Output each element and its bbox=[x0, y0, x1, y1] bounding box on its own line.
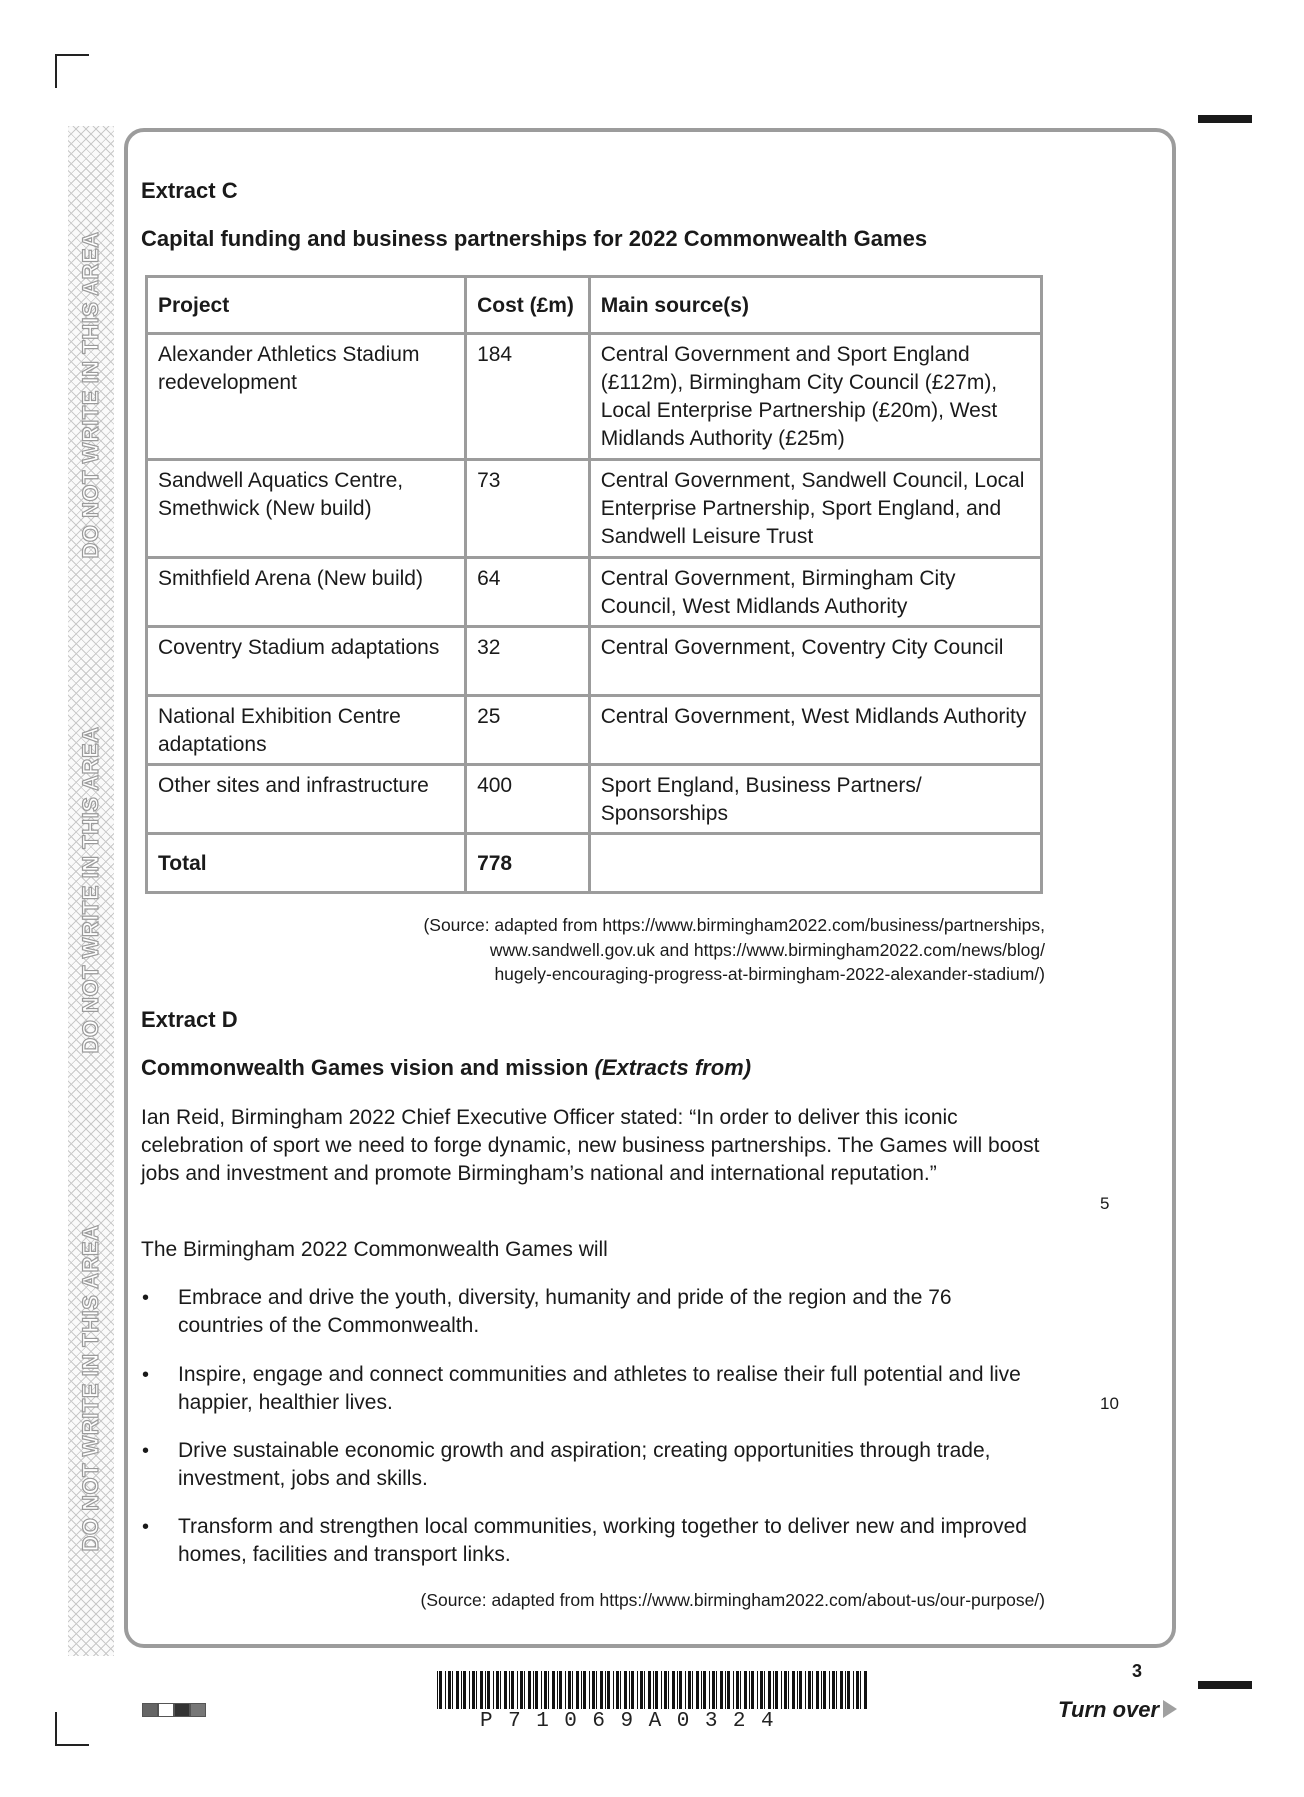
column-header-cost: Cost (£m) bbox=[466, 277, 590, 334]
barcode-bar bbox=[781, 1671, 782, 1709]
barcode-bar bbox=[452, 1671, 453, 1709]
barcode-bar bbox=[655, 1671, 658, 1709]
line-number: 5 bbox=[1100, 1194, 1110, 1213]
barcode-bar bbox=[613, 1671, 614, 1709]
table-header-row bbox=[147, 277, 1042, 334]
barcode-bar bbox=[696, 1671, 699, 1709]
barcode-bar bbox=[509, 1671, 510, 1709]
barcode-bar bbox=[620, 1671, 621, 1709]
barcode-bar bbox=[631, 1671, 634, 1709]
source-cell: Central Government, Coventry City Council bbox=[589, 627, 1041, 696]
barcode-bar bbox=[500, 1671, 501, 1709]
barcode-bar bbox=[511, 1671, 514, 1709]
barcode-bar bbox=[485, 1671, 486, 1709]
barcode-bar bbox=[764, 1671, 765, 1709]
barcode-bar bbox=[864, 1671, 867, 1709]
crop-mark-bottom-left-h bbox=[55, 1744, 89, 1746]
barcode-bar bbox=[860, 1671, 861, 1709]
funding-table bbox=[145, 275, 1043, 894]
barcode-bar bbox=[648, 1671, 651, 1709]
bullet-marker: • bbox=[142, 1440, 150, 1462]
barcode-bar bbox=[592, 1671, 595, 1709]
extract-c-label: Extract C bbox=[141, 178, 238, 203]
extract-d-title bbox=[141, 1055, 751, 1081]
barcode-bar bbox=[463, 1671, 466, 1709]
barcode-bar bbox=[672, 1671, 675, 1709]
barcode-bar bbox=[552, 1671, 555, 1709]
project-cell: Alexander Athletics Stadium redevelopment bbox=[147, 334, 466, 460]
barcode-bar bbox=[856, 1671, 859, 1709]
page-box bbox=[190, 1703, 206, 1717]
barcode-bar bbox=[596, 1671, 597, 1709]
barcode-bar bbox=[692, 1671, 693, 1709]
page-number: 3 bbox=[1132, 1661, 1143, 1681]
extract-c-source-line: (Source: adapted from https://www.birmingham2022.com/business/partnerships, bbox=[423, 915, 1045, 935]
source-cell: Sport England, Business Partners/ Sponsorships bbox=[589, 765, 1041, 834]
table-row bbox=[147, 460, 1042, 558]
cost-cell: 64 bbox=[466, 558, 590, 627]
extract-d-source: (Source: adapted from https://www.birmingham2022.com/about-us/our-purpose/) bbox=[420, 1590, 1045, 1610]
barcode-bar bbox=[733, 1671, 734, 1709]
project-cell: Other sites and infrastructure bbox=[147, 765, 466, 834]
barcode-bar bbox=[637, 1671, 638, 1709]
barcode-bar bbox=[677, 1671, 678, 1709]
barcode-bar bbox=[607, 1671, 610, 1709]
barcode-bar bbox=[616, 1671, 619, 1709]
barcode-bar bbox=[773, 1671, 774, 1709]
barcode-bar bbox=[520, 1671, 523, 1709]
page-box bbox=[174, 1703, 190, 1717]
cost-cell: 184 bbox=[466, 334, 590, 460]
barcode-bar bbox=[757, 1671, 758, 1709]
bullet-item: Drive sustainable economic growth and aspiration; creating opportunities through trade, investment, jobs and skills. bbox=[178, 1439, 991, 1490]
barcode-bar bbox=[668, 1671, 669, 1709]
turn-over-arrow-icon bbox=[1163, 1700, 1177, 1718]
registration-tick-bottom bbox=[1198, 1681, 1252, 1689]
cost-cell: 73 bbox=[466, 460, 590, 558]
barcode-bar bbox=[749, 1671, 750, 1709]
barcode-bar bbox=[528, 1671, 531, 1709]
barcode-bar bbox=[797, 1671, 798, 1709]
extract-c-title: Capital funding and business partnerships for 2022 Commonwealth Games bbox=[141, 226, 928, 251]
barcode-bar bbox=[576, 1671, 579, 1709]
barcode-bar bbox=[845, 1671, 846, 1709]
source-cell: Central Government, West Midlands Authority bbox=[589, 696, 1041, 765]
barcode-bar bbox=[524, 1671, 525, 1709]
barcode-bar bbox=[640, 1671, 643, 1709]
cost-cell: 32 bbox=[466, 627, 590, 696]
turn-over-label: Turn over bbox=[1058, 1697, 1160, 1722]
barcode-bar bbox=[544, 1671, 547, 1709]
barcode-bar bbox=[557, 1671, 558, 1709]
barcode-bar bbox=[788, 1671, 789, 1709]
barcode-bar bbox=[712, 1671, 715, 1709]
barcode-bar bbox=[709, 1671, 710, 1709]
barcode-bar bbox=[581, 1671, 582, 1709]
barcode-bar bbox=[437, 1671, 438, 1709]
barcode-bar bbox=[832, 1671, 835, 1709]
crop-mark-bottom-left-v bbox=[55, 1712, 57, 1746]
table-row bbox=[147, 334, 1042, 460]
barcode-bar bbox=[629, 1671, 630, 1709]
table-row bbox=[147, 696, 1042, 765]
barcode-bar bbox=[572, 1671, 573, 1709]
bullet-marker: • bbox=[142, 1516, 150, 1538]
barcode-bar bbox=[725, 1671, 726, 1709]
barcode-bar bbox=[847, 1671, 850, 1709]
bullet-item: Transform and strengthen local communities, working together to deliver new and improved homes, facilities and transport links. bbox=[178, 1515, 1027, 1566]
barcode-bar bbox=[476, 1671, 477, 1709]
barcode-bar bbox=[760, 1671, 763, 1709]
games-intro: The Birmingham 2022 Commonwealth Games will bbox=[141, 1238, 608, 1261]
table-row bbox=[147, 765, 1042, 834]
table-total-row bbox=[147, 834, 1042, 893]
barcode-bar bbox=[775, 1671, 778, 1709]
barcode-bar bbox=[493, 1671, 494, 1709]
barcode-bar bbox=[624, 1671, 627, 1709]
barcode-bar bbox=[853, 1671, 854, 1709]
barcode-bar bbox=[480, 1671, 483, 1709]
barcode-bar bbox=[679, 1671, 682, 1709]
barcode-bar bbox=[727, 1671, 730, 1709]
crop-mark-top-left-h bbox=[55, 54, 89, 56]
table-row bbox=[147, 558, 1042, 627]
bullet-item: Inspire, engage and connect communities and athletes to realise their full potential and live happier, healthier lives. bbox=[178, 1363, 1021, 1414]
column-header-source: Main source(s) bbox=[589, 277, 1041, 334]
total-label: Total bbox=[147, 834, 466, 893]
barcode-bar bbox=[784, 1671, 787, 1709]
barcode-bar bbox=[472, 1671, 475, 1709]
barcode-bar bbox=[496, 1671, 499, 1709]
margin-warning-text: DO NOT WRITE IN THIS AREA bbox=[78, 726, 103, 1054]
barcode bbox=[437, 1671, 869, 1709]
cost-cell: 400 bbox=[466, 765, 590, 834]
barcode-bar bbox=[840, 1671, 843, 1709]
barcode-bar bbox=[487, 1671, 490, 1709]
extract-d-label: Extract D bbox=[141, 1007, 238, 1032]
barcode-bar bbox=[605, 1671, 606, 1709]
barcode-bar bbox=[533, 1671, 534, 1709]
project-cell: Coventry Stadium adaptations bbox=[147, 627, 466, 696]
extract-d-title-italic: (Extracts from) bbox=[594, 1055, 752, 1080]
barcode-bar bbox=[720, 1671, 723, 1709]
barcode-bar bbox=[469, 1671, 470, 1709]
barcode-bar bbox=[565, 1671, 566, 1709]
extract-c-source-line: www.sandwell.gov.uk and https://www.birmingham2022.com/news/blog/ bbox=[489, 940, 1045, 960]
source-cell: Central Government, Sandwell Council, Local Enterprise Partnership, Sport England, and Sandwell Leisure Trust bbox=[589, 460, 1041, 558]
barcode-bar bbox=[559, 1671, 562, 1709]
crop-mark-top-left-v bbox=[55, 54, 57, 88]
source-cell: Central Government, Birmingham City Council, West Midlands Authority bbox=[589, 558, 1041, 627]
extract-d-title-main: Commonwealth Games vision and mission bbox=[141, 1055, 595, 1080]
page-box bbox=[142, 1703, 158, 1717]
bullet-marker: • bbox=[142, 1287, 150, 1309]
barcode-digits: P71069A0324 bbox=[480, 1710, 790, 1733]
barcode-bar bbox=[644, 1671, 645, 1709]
barcode-bar bbox=[823, 1671, 826, 1709]
barcode-bar bbox=[445, 1671, 446, 1709]
barcode-bar bbox=[589, 1671, 590, 1709]
barcode-bar bbox=[716, 1671, 717, 1709]
barcode-bar bbox=[456, 1671, 459, 1709]
barcode-bar bbox=[736, 1671, 739, 1709]
column-header-project: Project bbox=[147, 277, 466, 334]
barcode-bar bbox=[661, 1671, 662, 1709]
barcode-bar bbox=[664, 1671, 667, 1709]
barcode-bar bbox=[836, 1671, 837, 1709]
source-cell: Central Government and Sport England (£112m), Birmingham City Council (£27m), Local Enterprise Partnership (£20m), West Midlands Authority (£25m) bbox=[589, 334, 1041, 460]
barcode-bar bbox=[812, 1671, 813, 1709]
ceo-quote: Ian Reid, Birmingham 2022 Chief Executive Officer stated: “In order to deliver this iconic celebration of sport we need to forge dynamic, new business partnerships. The Games will boost jobs and investment and promote Birmingham’s national and international reputation.” bbox=[141, 1106, 1040, 1185]
barcode-bar bbox=[688, 1671, 691, 1709]
margin-warning-text: DO NOT WRITE IN THIS AREA bbox=[78, 231, 103, 559]
cost-cell: 25 bbox=[466, 696, 590, 765]
barcode-bar bbox=[535, 1671, 538, 1709]
line-number: 10 bbox=[1100, 1394, 1119, 1413]
barcode-bar bbox=[751, 1671, 754, 1709]
barcode-bar bbox=[768, 1671, 771, 1709]
barcode-bar bbox=[461, 1671, 462, 1709]
barcode-bar bbox=[799, 1671, 802, 1709]
barcode-bar bbox=[805, 1671, 806, 1709]
barcode-bar bbox=[517, 1671, 518, 1709]
bullet-item: Embrace and drive the youth, diversity, humanity and pride of the region and the 76 countries of the Commonwealth. bbox=[178, 1286, 952, 1337]
barcode-bar bbox=[583, 1671, 586, 1709]
barcode-bar bbox=[808, 1671, 811, 1709]
table-row bbox=[147, 627, 1042, 696]
barcode-bar bbox=[744, 1671, 747, 1709]
barcode-bar bbox=[740, 1671, 741, 1709]
barcode-bar bbox=[568, 1671, 571, 1709]
extract-c-source-line: hugely-encouraging-progress-at-birmingham-2022-alexander-stadium/) bbox=[494, 964, 1045, 984]
barcode-bar bbox=[821, 1671, 822, 1709]
registration-tick-top bbox=[1198, 115, 1252, 123]
margin-warning-text: DO NOT WRITE IN THIS AREA bbox=[78, 1224, 103, 1552]
barcode-bar bbox=[816, 1671, 819, 1709]
barcode-bar bbox=[829, 1671, 830, 1709]
project-cell: Sandwell Aquatics Centre, Smethwick (New build) bbox=[147, 460, 466, 558]
barcode-bar bbox=[548, 1671, 549, 1709]
barcode-bar bbox=[541, 1671, 542, 1709]
barcode-bar bbox=[701, 1671, 702, 1709]
barcode-bar bbox=[685, 1671, 686, 1709]
barcode-bar bbox=[703, 1671, 706, 1709]
barcode-bar bbox=[439, 1671, 442, 1709]
project-cell: National Exhibition Centre adaptations bbox=[147, 696, 466, 765]
project-cell: Smithfield Arena (New build) bbox=[147, 558, 466, 627]
bullet-marker: • bbox=[142, 1364, 150, 1386]
barcode-bar bbox=[504, 1671, 507, 1709]
barcode-bar bbox=[600, 1671, 603, 1709]
barcode-bar bbox=[792, 1671, 795, 1709]
barcode-bar bbox=[448, 1671, 451, 1709]
total-empty-cell bbox=[589, 834, 1041, 893]
page-box bbox=[158, 1703, 174, 1717]
total-value: 778 bbox=[466, 834, 590, 893]
barcode-bar bbox=[653, 1671, 654, 1709]
